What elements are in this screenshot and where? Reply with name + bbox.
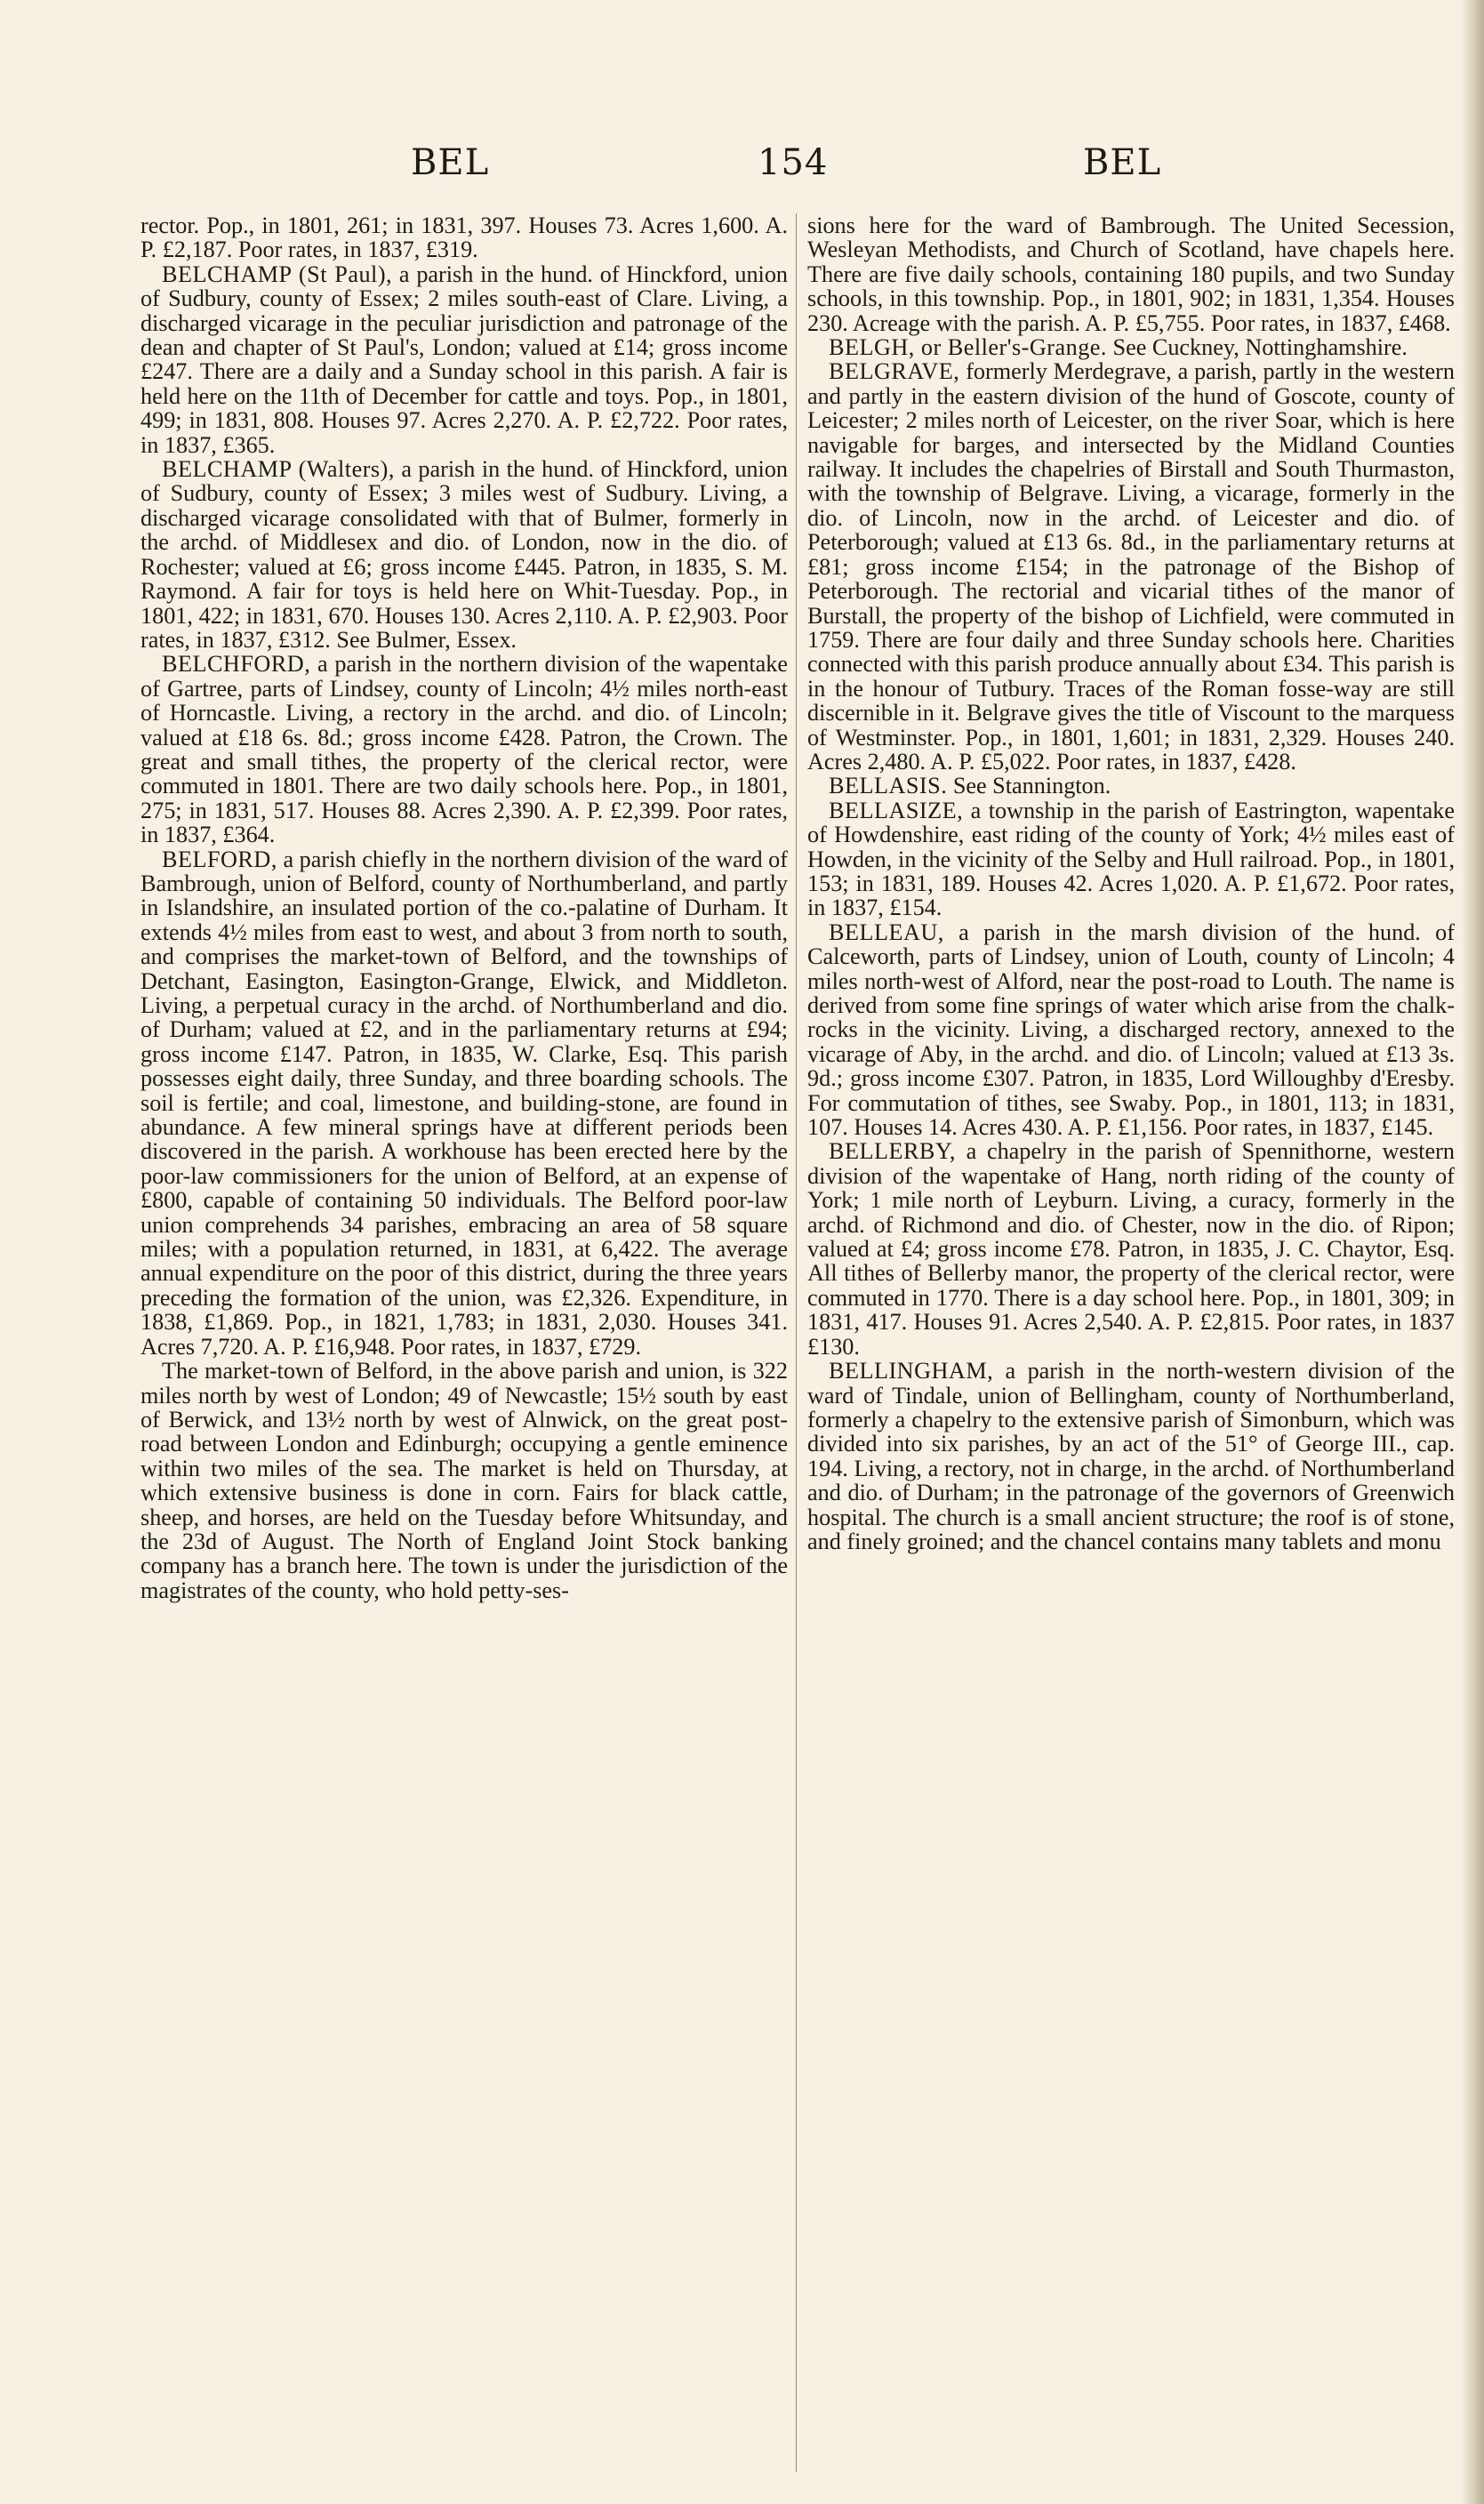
entry-text: See Stannington.	[947, 773, 1111, 799]
header-right-catchword: BEL	[1083, 142, 1162, 183]
entry-text: formerly Merdegrave, a parish, partly in the western and partly in the eastern division of the hund of Goscote, county of Leicester; 2 miles north of Leicester, on the river Soar, which is here navigable for barges, and intersected by the Midland Counties railway. It includes the chapelries of Birstall and South Thurmaston, with the township of Belgrave. Living, a vicarage, formerly in the dio. of Lincoln, now in the archd. of Leicester and dio. of Peterborough; valued at £13 6s. 8d., in the parliamentary returns at £81; gross income £154; in the patronage of the Bishop of Peterborough. The rectorial and vicarial tithes of the manor of Burstall, the property of the bishop of Lichfield, were commuted in 1759. There are four daily and three Sunday schools here. Charities connected with this parish produce annually about £34. This parish is in the honour of Tutbury. Traces of the Roman fosse-way are still discernible in it. Belgrave gives the title of Viscount to the marquess of Westminster. Pop., in 1801, 1,601; in 1831, 2,329. Houses 240. Acres 2,480. A. P. £5,022. Poor rates, in 1837, £428.	[807, 358, 1455, 774]
entry-headword: BELLINGHAM,	[829, 1358, 994, 1384]
running-header	[0, 142, 1484, 196]
header-left-catchword: BEL	[411, 142, 490, 183]
entry-headword: BELCHFORD,	[162, 651, 311, 678]
column-divider	[796, 213, 797, 2472]
entry-text: The market-town of Belford, in the above parish and union, is 322 miles north by west of London; 49 of Newcastle; 15½ south by east of Berwick, and 13½ north by west of Alnwick, on the great post-road between London and Edinburgh; occupying a gentle eminence within two miles of the sea. The market is held on Thursday, at which extensive business is done in corn. Fairs for black cattle, sheep, and horses, are held on the Tuesday before Whitsunday, and the 23d of August. The North of England Joint Stock banking company has a branch here. The town is under the jurisdiction of the magistrates of the county, who hold petty-ses-	[140, 1358, 788, 1603]
entry-headword: BELGH, or Beller's-Grange.	[829, 334, 1107, 361]
entry-headword: BELFORD,	[162, 846, 277, 872]
entry-paragraph	[807, 1359, 1455, 1553]
entry-paragraph	[807, 799, 1455, 920]
entry-text: See Cuckney, Nottinghamshire.	[1106, 334, 1408, 361]
entry-text: a parish in the hund. of Hinckford, union of Sudbury, county of Essex; 2 miles south-east of Clare. Living, a discharged vicarage in the peculiar jurisdiction and patronage of the dean and chapter of St Paul's, London; valued at £14; gross income £247. There are a daily and a Sunday school in this parish. A fair is held here on the 11th of December for cattle and toys. Pop., in 1801, 499; in 1831, 808. Houses 97. Acres 2,270. A. P. £2,722. Poor rates, in 1837, £365.	[140, 261, 788, 458]
entry-paragraph	[140, 457, 788, 652]
entry-text: a parish in the north-western division of the ward of Tindale, union of Bellingham, county of Northumberland, formerly a chapelry to the extensive parish of Simonburn, which was divided into six parishes, by an act of the 51° of George III., cap. 194. Living, a rectory, not in charge, in the archd. of Northumberland and dio. of Durham; in the patronage of the governors of Greenwich hospital. The church is a small ancient structure; the roof is of stone, and finely groined; and the chancel contains many tablets and monu	[807, 1358, 1455, 1554]
entry-text: a township in the parish of Eastrington, wapentake of Howdenshire, east riding of the county of York; 4½ miles east of Howden, in the vicinity of the Selby and Hull railroad. Pop., in 1801, 153; in 1831, 189. Houses 42. Acres 1,020. A. P. £1,672. Poor rates, in 1837, £154.	[807, 797, 1455, 921]
entry-text: a chapelry in the parish of Spennithorne, western division of the wapentake of Hang, north riding of the county of York; 1 mile north of Leyburn. Living, a curacy, formerly in the archd. of Richmond and dio. of Chester, now in the dio. of Ripon; valued at £4; gross income £78. Patron, in 1835, J. C. Chaytor, Esq. All tithes of Bellerby manor, the property of the clerical rector, were commuted in 1770. There is a day school here. Pop., in 1801, 309; in 1831, 417. Houses 91. Acres 2,540. A. P. £2,815. Poor rates, in 1837 £130.	[807, 1138, 1455, 1360]
entry-paragraph	[807, 774, 1455, 798]
entry-headword: BELCHAMP (St Paul),	[162, 261, 393, 287]
entry-text: rector. Pop., in 1801, 261; in 1831, 397. Houses 73. Acres 1,600. A. P. £2,187. Poor rates, in 1837, £319.	[140, 213, 788, 263]
entry-paragraph	[807, 335, 1455, 359]
entry-paragraph	[807, 1139, 1455, 1359]
entry-text: a parish chiefly in the northern division of the ward of Bambrough, union of Belford, county of Northumberland, and partly in Islandshire, an insulated portion of the co.-palatine of Durham. It extends 4½ miles from east to west, and about 3 from north to south, and comprises the market-town of Belford, and the townships of Detchant, Easington, Easington-Grange, Elwick, and Middleton. Living, a perpetual curacy in the archd. of Northumberland and dio. of Durham; valued at £2, and in the parliamentary returns at £94; gross income £147. Patron, in 1835, W. Clarke, Esq. This parish possesses eight daily, three Sunday, and three boarding schools. The soil is fertile; and coal, limestone, and building-stone, are found in abundance. A few mineral springs have at different periods been discovered in the parish. A workhouse has been erected here by the poor-law commissioners for the union of Belford, at an expense of £800, capable of containing 50 individuals. The Belford poor-law union comprehends 34 parishes, embracing an area of 58 square miles; with a population returned, in 1831, at 6,422. The average annual expenditure on the poor of this district, during the three years preceding the formation of the union, was £2,326. Expenditure, in 1838, £1,869. Pop., in 1821, 1,783; in 1831, 2,030. Houses 341. Acres 7,720. A. P. £16,948. Poor rates, in 1837, £729.	[140, 846, 788, 1360]
entry-headword: BELLEAU,	[829, 919, 944, 945]
entry-paragraph	[140, 1359, 788, 1602]
entry-text: sions here for the ward of Bambrough. The United Secession, Wesleyan Methodists, and Church of Scotland, have chapels here. There are five daily schools, containing 180 pupils, and two Sunday schools, in this township. Pop., in 1801, 902; in 1831, 1,354. Houses 230. Acreage with the parish. A. P. £5,755. Poor rates, in 1837, £468.	[807, 213, 1455, 336]
entry-paragraph	[140, 652, 788, 847]
entry-headword: BELLASIS.	[829, 773, 948, 799]
entry-headword: BELGRAVE,	[829, 358, 960, 385]
entry-paragraph	[807, 359, 1455, 774]
entry-paragraph	[807, 920, 1455, 1140]
entry-paragraph	[807, 213, 1455, 335]
entry-headword: BELLASIZE,	[829, 797, 964, 823]
entry-headword: BELLERBY,	[829, 1138, 956, 1165]
entry-text: a parish in the northern division of the wapentake of Gartree, parts of Lindsey, county of Lincoln; 4½ miles north-east of Horncastle. Living, a rectory in the archd. and dio. of Lincoln; valued at £18 6s. 8d.; gross income £428. Patron, the Crown. The great and small tithes, the property of the clerical rector, were commuted in 1801. There are two daily schools here. Pop., in 1801, 275; in 1831, 517. Houses 88. Acres 2,390. A. P. £2,399. Poor rates, in 1837, £364.	[140, 651, 788, 848]
entry-text: a parish in the marsh division of the hund. of Calceworth, parts of Lindsey, union of Louth, county of Lincoln; 4 miles north-west of Alford, near the post-road to Louth. The name is derived from some fine springs of water which arise from the chalk-rocks in the vicinity. Living, a discharged rectory, annexed to the vicarage of Aby, in the archd. and dio. of Lincoln; valued at £13 3s. 9d.; gross income £307. Patron, in 1835, Lord Willoughby d'Eresby. For commutation of tithes, see Swaby. Pop., in 1801, 113; in 1831, 107. Houses 14. Acres 430. A. P. £1,156. Poor rates, in 1837, £145.	[807, 919, 1455, 1141]
left-column	[140, 213, 788, 2490]
page-number: 154	[758, 142, 829, 183]
entry-paragraph	[140, 213, 788, 262]
entry-paragraph	[140, 847, 788, 1360]
right-column	[807, 213, 1455, 2490]
entry-text: a parish in the hund. of Hinckford, union of Sudbury, county of Essex; 3 miles west of Sudbury. Living, a discharged vicarage consolidated with that of Bulmer, formerly in the archd. of Middlesex and dio. of London, now in the dio. of Rochester; valued at £6; gross income £445. Patron, in 1835, S. M. Raymond. A fair for toys is held here on Whit-Tuesday. Pop., in 1801, 422; in 1831, 670. Houses 130. Acres 2,110. A. P. £2,903. Poor rates, in 1837, £312. See Bulmer, Essex.	[140, 456, 788, 653]
page-spine-shadow	[1461, 0, 1484, 2504]
entry-paragraph	[140, 262, 788, 457]
entry-headword: BELCHAMP (Walters),	[162, 456, 395, 483]
